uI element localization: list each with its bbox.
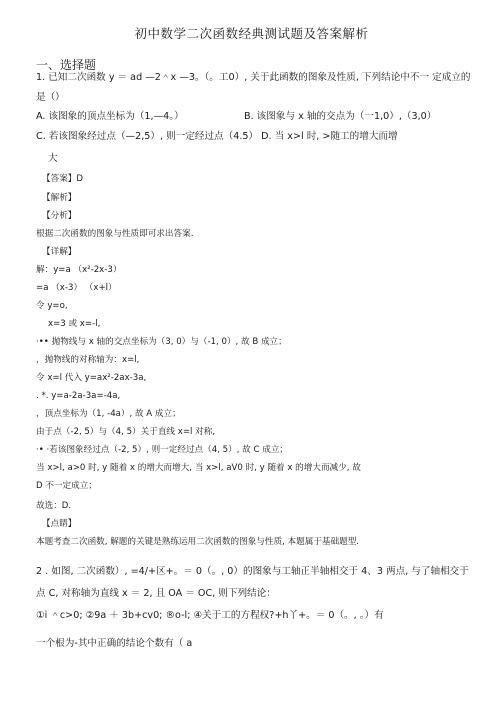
q1-step-14: 故选：D. (36, 501, 72, 511)
page-title: 初中数学二次函数经典测试题及答案解析 (134, 26, 369, 41)
q1-dianjing-text: 本题考查二次函数, 解题的关键是熟练运用二次函数的图象与性质, 本题属于基础题型. (36, 537, 360, 547)
q1-option-cd: C. 若该图象经过点（—2,5）, 则一定经过点（4.5） D. 当 x>l 时, >随工的增大而增 (36, 131, 398, 142)
q1-step-9: ，顶点坐标为（1, -4a）, 故 A 成立； (36, 409, 181, 419)
q1-stem-line-1: 1. 已知二次函数 y ＝ ad —2＾x —3。（。工0）, 关于此函数的图象及性质, 下列结论中不一 定成立的 (36, 72, 471, 83)
q1-step-6: ，抛物线的对称轴为：x=l, (36, 355, 140, 365)
q2-line-3: ①i ＾c>0; ②9a ＋ 3b+cv0; ®o-l; ④关于工的方程权?+h丫+。＝ 0（。, 。）有 (36, 610, 384, 621)
q1-step-12: 当 x>l, a>0 时, y 随着 x 的增大而增大, 当 x>l, aV0 时, y 随着 x 的增大而减少, 故 (36, 463, 361, 473)
q1-dianjing-label: 【点睛】 (42, 519, 77, 529)
q1-option-b: B. 该图象与 x 轴的交点为（一1,0）,（3,0） (244, 111, 437, 122)
q1-option-a: A. 该图象的顶点坐标为（1,—4。） (36, 111, 184, 122)
q1-step-3: 令 y=o, (36, 301, 68, 311)
q1-step-4: x=3 或 x=-l, (48, 319, 101, 329)
q1-step-2: =a （x-3） （x+l） (36, 283, 117, 293)
q1-step-7: 令 x=l 代入 y=ax²-2ax-3a, (36, 373, 147, 383)
q1-fenxi-text: 根据二次函数的图象与性质即可求出答案. (36, 229, 194, 239)
section-heading: 一、选择题 (36, 58, 97, 72)
q1-answer: 【答案】D (42, 174, 83, 184)
q1-step-5: ·•• 抛物线与 x 轴的交点坐标为（3, 0）与（-1, 0）, 故 B 成立； (36, 337, 287, 347)
q1-jiexi-label: 【解析】 (42, 193, 77, 203)
q1-step-13: D 不一定成立； (36, 481, 97, 491)
q2-line-4: 一个根为-其中正确的结论个数有（ a (36, 638, 193, 649)
q1-fenxi-label: 【分析】 (42, 211, 77, 221)
q2-line-2: 点 C, 对称轴为直线 x ＝ 2, 且 OA ＝ OC, 则下列结论： (36, 588, 276, 599)
q1-step-1: 解：y=a （x²-2x-3） (36, 265, 122, 275)
q1-option-cd-cont: 大 (48, 153, 58, 164)
q2-line-1: 2 . 如图, 二次函数）, =4/+区+。＝ 0（。, 0）的图象与工轴正半轴相交于 4、3 两点, 与了轴相交于 (36, 566, 469, 577)
q1-step-10: 由于点（-2, 5）与（4, 5）关于直线 x=l 对称, (36, 427, 216, 437)
q1-step-11: ·• ·若该图象经过点（-2, 5）, 则一定经过点（4, 5）, 故 C 成立； (36, 445, 289, 455)
q1-step-8: . *. y=a-2a-3a=-4a, (36, 391, 121, 401)
q1-stem-line-2: 是（） (36, 92, 65, 103)
q1-xiangjie-label: 【详解】 (42, 247, 77, 257)
